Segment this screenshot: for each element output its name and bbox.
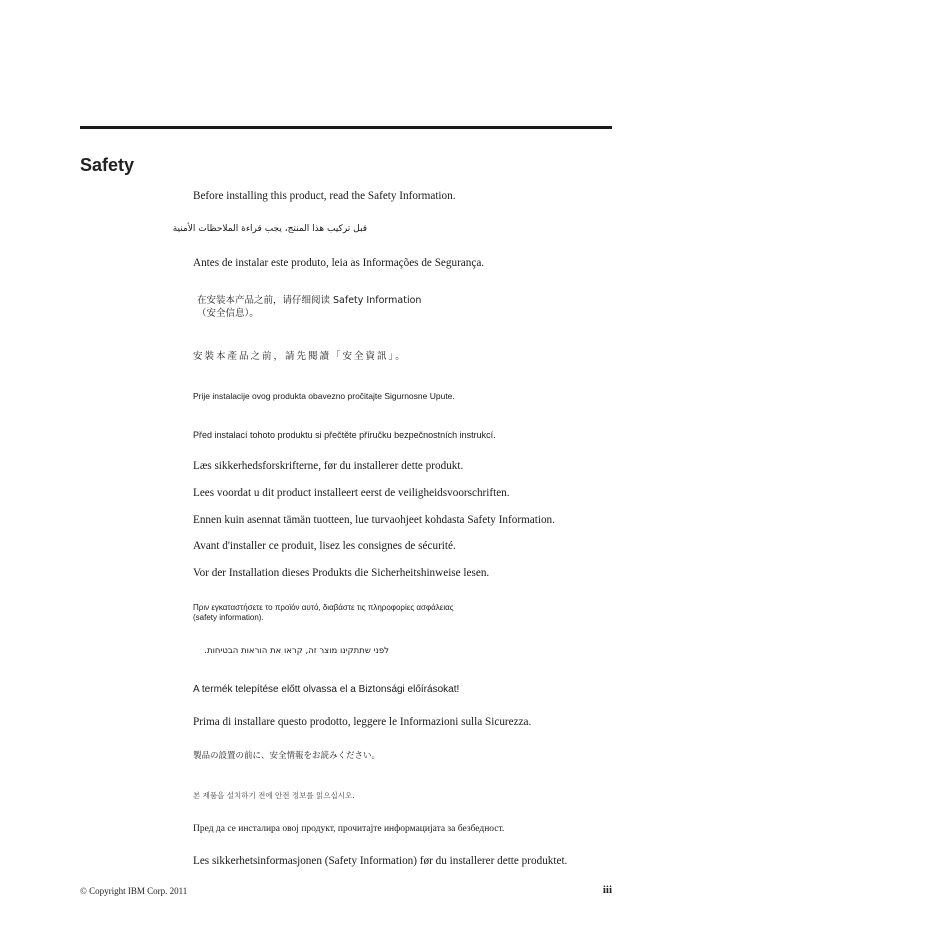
top-rule bbox=[80, 126, 612, 129]
safety-line-finnish: Ennen kuin asennat tämän tuotteen, lue turvaohjeet kohdasta Safety Information. bbox=[193, 514, 555, 526]
safety-line-chinese-simplified-1: 在安装本产品之前，请仔细阅读 Safety Information bbox=[197, 295, 422, 306]
safety-line-chinese-simplified-2: （安全信息）。 bbox=[197, 308, 259, 319]
safety-line-italian: Prima di installare questo prodotto, leggere le Informazioni sulla Sicurezza. bbox=[193, 716, 532, 728]
safety-line-greek: Πριν εγκαταστήσετε το προϊόν αυτό, διαβάστε τις πληροφορίες ασφάλειας (safety information). bbox=[193, 603, 454, 622]
page-title: Safety bbox=[80, 155, 135, 175]
safety-line-macedonian: Пред да се инсталира овој продукт, прочитајте информацијата за безбедност. bbox=[193, 824, 505, 834]
safety-line-korean: 본 제품을 설치하기 전에 안전 정보를 읽으십시오. bbox=[193, 791, 355, 800]
safety-line-dutch: Lees voordat u dit product installeert eerst de veiligheidsvoorschriften. bbox=[193, 487, 510, 499]
copyright-notice: © Copyright IBM Corp. 2011 bbox=[80, 886, 188, 896]
safety-line-croatian: Prije instalacije ovog produkta obavezno pročitajte Sigurnosne Upute. bbox=[193, 391, 455, 401]
safety-line-german: Vor der Installation dieses Produkts die Sicherheitshinweise lesen. bbox=[193, 567, 490, 579]
safety-line-japanese: 製品の設置の前に、安全情報をお読みください。 bbox=[193, 751, 381, 761]
safety-line-arabic: قبل تركيب هذا المنتج، يجب قراءة الملاحظات الأمنية bbox=[172, 224, 367, 234]
safety-line-french: Avant d'installer ce produit, lisez les consignes de sécurité. bbox=[193, 540, 456, 552]
safety-line-portuguese: Antes de instalar este produto, leia as Informações de Segurança. bbox=[193, 257, 485, 269]
safety-line-czech: Před instalací tohoto produktu si přečtěte příručku bezpečnostních instrukcí. bbox=[193, 430, 496, 440]
safety-line-norwegian: Les sikkerhetsinformasjonen (Safety Information) før du installerer dette produktet. bbox=[193, 855, 568, 867]
safety-line-english: Before installing this product, read the Safety Information. bbox=[193, 190, 456, 202]
safety-line-chinese-traditional: 安裝本產品之前，請先閱讀「安全資訊」。 bbox=[193, 351, 407, 362]
safety-line-hebrew: לפני שתתקינו מוצר זה, קראו את הוראות הבטיחות. bbox=[204, 646, 389, 656]
page-number: iii bbox=[602, 884, 612, 896]
safety-line-danish: Læs sikkerhedsforskrifterne, før du installerer dette produkt. bbox=[193, 460, 464, 472]
safety-line-chinese-simplified bbox=[197, 294, 421, 320]
safety-line-hungarian: A termék telepítése előtt olvassa el a Biztonsági előírásokat! bbox=[193, 684, 460, 695]
